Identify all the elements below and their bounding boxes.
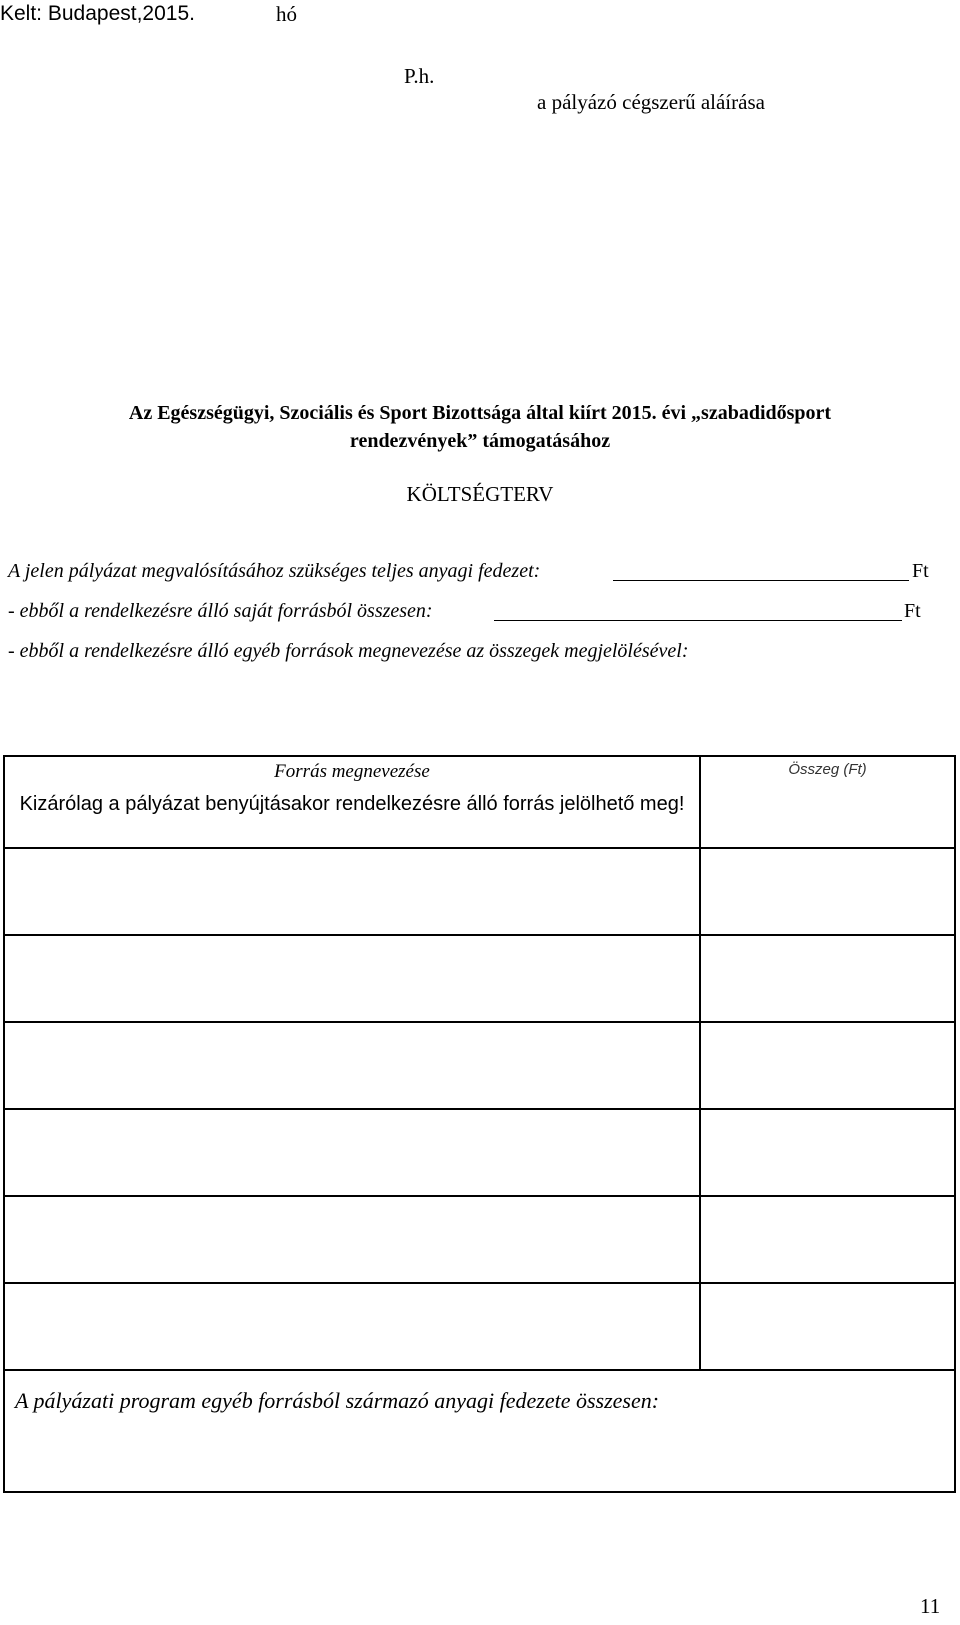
month-suffix: hó — [276, 2, 297, 26]
table-row — [4, 1283, 955, 1370]
source-name-cell[interactable] — [4, 848, 700, 935]
title-line-2: rendezvények” támogatásához — [349, 430, 611, 452]
source-name-note: Kizárólag a pályázat benyújtásakor rendelkezésre álló forrás jelölhető meg! — [19, 793, 685, 815]
table-total-row — [4, 1370, 955, 1492]
amount-header: Összeg (Ft) — [700, 756, 955, 848]
total-funding-unit: Ft — [912, 560, 929, 582]
table-row — [4, 1196, 955, 1283]
source-name-cell[interactable] — [4, 935, 700, 1022]
sources-table — [3, 755, 956, 1493]
amount-cell[interactable] — [700, 1196, 955, 1283]
total-funding-label: A jelen pályázat megvalósításához szükséges teljes anyagi fedezet: — [8, 560, 541, 582]
source-name-header — [4, 756, 700, 848]
own-funding-label: - ebből a rendelkezésre álló saját forrásból összesen: — [8, 600, 433, 622]
other-sources-label: - ebből a rendelkezésre álló egyéb források megnevezése az összegek megjelölésével: — [8, 640, 689, 662]
table-row — [4, 848, 955, 935]
own-funding-line[interactable] — [494, 620, 902, 621]
source-name-title: Forrás megnevezése — [274, 761, 430, 782]
table-row — [4, 1109, 955, 1196]
amount-cell[interactable] — [700, 848, 955, 935]
amount-cell[interactable] — [700, 935, 955, 1022]
source-name-cell[interactable] — [4, 1196, 700, 1283]
table-total-label: A pályázati program egyéb forrásból származó anyagi fedezete összesen: — [15, 1388, 660, 1413]
source-name-cell[interactable] — [4, 1109, 700, 1196]
title-line-1: Az Egészségügyi, Szociális és Sport Bizottsága által kiírt 2015. évi „szabadidősport — [128, 402, 832, 424]
page-number: 11 — [920, 1594, 941, 1618]
own-funding-unit: Ft — [904, 600, 921, 622]
amount-cell[interactable] — [700, 1283, 955, 1370]
table-row — [4, 935, 955, 1022]
signature-label: a pályázó cégszerű aláírása — [537, 90, 765, 114]
page-title: KÖLTSÉGTERV — [406, 482, 554, 506]
amount-cell[interactable] — [700, 1022, 955, 1109]
amount-cell[interactable] — [700, 1109, 955, 1196]
table-header-row — [4, 756, 955, 848]
total-funding-line[interactable] — [613, 580, 909, 581]
date-line: Kelt: Budapest,2015. — [0, 2, 195, 25]
source-name-cell[interactable] — [4, 1283, 700, 1370]
table-row — [4, 1022, 955, 1109]
total-cell — [4, 1370, 955, 1492]
ph-label: P.h. — [404, 64, 435, 88]
source-name-cell[interactable] — [4, 1022, 700, 1109]
